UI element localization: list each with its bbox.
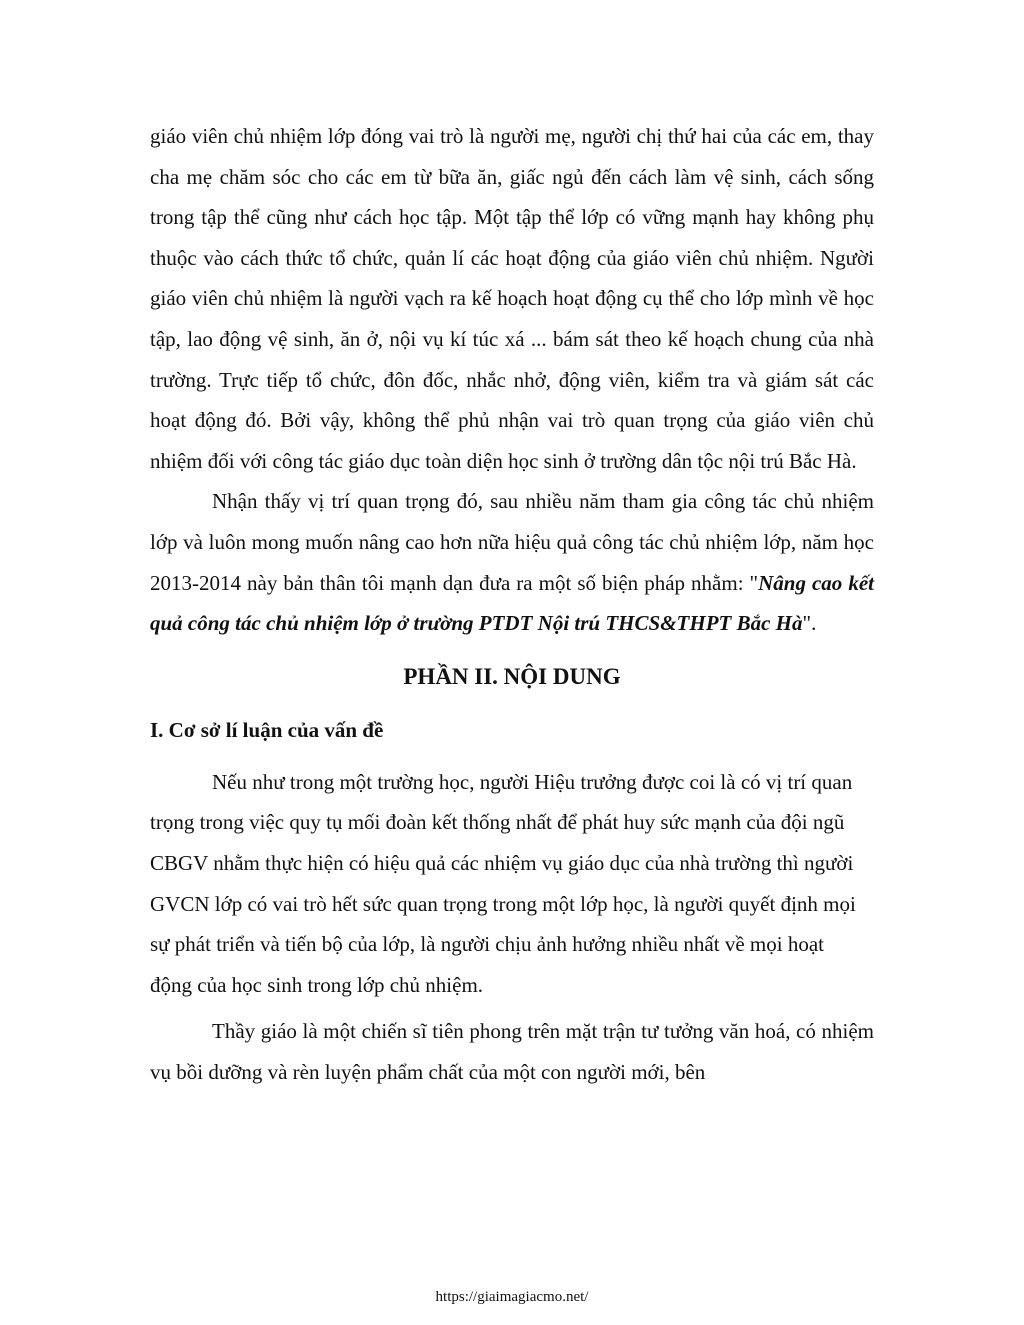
section-heading: I. Cơ sở lí luận của vấn đề bbox=[150, 717, 384, 742]
paragraph-end-text: ". bbox=[802, 611, 817, 636]
body-paragraph-teacher-role: Thầy giáo là một chiến sĩ tiên phong trên mặt trận tư tưởng văn hoá, có nhiệm vụ bồi dưỡng và rèn luyện phẩm chất của một con người mới, bên bbox=[150, 1019, 874, 1084]
body-paragraph-continuation: giáo viên chủ nhiệm lớp đóng vai trò là người mẹ, người chị thứ hai của các em, thay cha mẹ chăm sóc cho các em từ bữa ăn, giấc ngủ đến cách làm vệ sinh, cách sống trong tập thể cũng như cách học tập. Một tập thể lớp có vững mạnh hay không phụ thuộc vào cách thức tổ chức, quản lí các hoạt động của giáo viên chủ nhiệm. Người giáo viên chủ nhiệm là người vạch ra kế hoạch hoạt động cụ thể cho lớp mình về học tập, lao động vệ sinh, ăn ở, nội vụ kí túc xá ... bám sát theo kế hoạch chung của nhà trường. Trực tiếp tổ chức, đôn đốc, nhắc nhở, động viên, kiểm tra và giám sát các hoạt động đó. Bởi vậy, không thể phủ nhận vai trò quan trọng của giáo viên chủ nhiệm đối với công tác giáo dục toàn diện học sinh ở trường dân tộc nội trú Bắc Hà. bbox=[150, 124, 874, 473]
body-paragraph-theory: Nếu như trong một trường học, người Hiệu trưởng được coi là có vị trí quan trọng trong việc quy tụ mối đoàn kết thống nhất để phát huy sức mạnh của đội ngũ CBGV nhằm thực hiện có hiệu quả các nhiệm vụ giáo dục của nhà trường thì người GVCN lớp có vai trò hết sức quan trọng trong một lớp học, là người quyết định mọi sự phát triển và tiến bộ của lớp, là người chịu ảnh hưởng nhiều nhất về mọi hoạt động của học sinh trong lớp chủ nhiệm. bbox=[150, 769, 856, 997]
footer-url: https://giaimagiacmo.net/ bbox=[435, 1289, 589, 1305]
body-paragraph-motivation bbox=[150, 481, 874, 643]
paragraph-intro-text: Nhận thấy vị trí quan trọng đó, sau nhiều năm tham gia công tác chủ nhiệm lớp và luôn mong muốn nâng cao hơn nữa hiệu quả công tác chủ nhiệm lớp, năm học 2013-2014 này bản thân tôi mạnh dạn đưa ra một số biện pháp nhằm: " bbox=[150, 489, 874, 595]
part-heading: PHẦN II. NỘI DUNG bbox=[403, 663, 621, 689]
initiative-title: Nâng cao kết quả công tác chủ nhiệm lớp ở trường PTDT Nội trú THCS&THPT Bắc Hà bbox=[150, 570, 874, 636]
document-page bbox=[150, 116, 874, 1092]
